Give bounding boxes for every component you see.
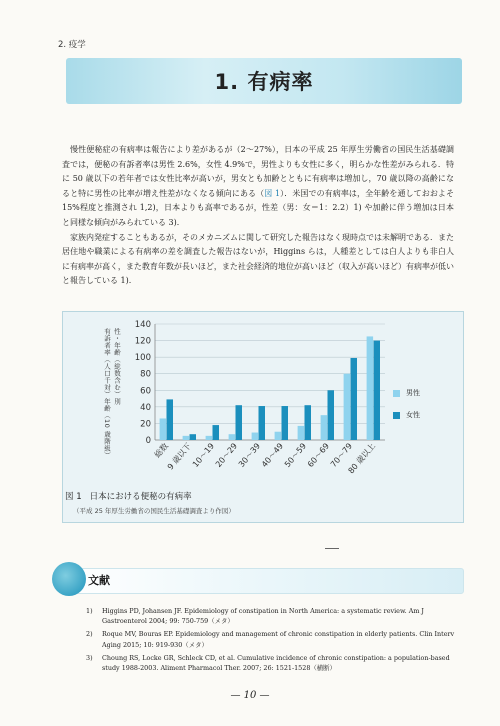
paragraph-1-part-a: 慢性便秘症の有病率は報告により差があるが（2～27%），日本の平成 25 年厚生労働省の国民生活基礎調査では，便秘の有訴者率は男性 2.6%，女性 4.9%で，男性よりも女性に多く，明らかな性差がみられる．特に 50 歳以下の若年者では女性比率が高いが，男女とも加齢とともに有病率は増加し，70 歳以降の高齢になると特に男性の比率が増え性差がなくなる傾向にある（: [62, 145, 454, 198]
bar-female: [351, 358, 358, 440]
y-tick-label: 0: [145, 436, 151, 446]
divider: [325, 548, 339, 549]
reference-item: 1) Higgins PD, Johansen JF. Epidemiology of constipation in North America: a systematic review. Am J Gastroenterol 2004; 99: 750-759（メタ）: [86, 607, 424, 626]
bar-male: [183, 436, 190, 440]
x-tick-label: 60～69: [305, 441, 332, 470]
page-number: — 10 —: [230, 690, 270, 701]
bar-male: [252, 433, 259, 440]
x-tick-label: 40～49: [259, 441, 286, 470]
y-tick-label: 40: [140, 402, 151, 413]
x-tick-label: 70～79: [328, 441, 355, 470]
bar-male: [367, 336, 374, 440]
x-tick-label: 80 歳以上: [346, 441, 378, 476]
figure-title: 日本における便秘の有病率: [89, 492, 192, 502]
y-tick-label: 140: [134, 320, 151, 330]
section-label: 2. 疫学: [58, 40, 86, 50]
bar-female: [282, 406, 289, 440]
references-banner: [66, 568, 464, 594]
references-title: 文献: [88, 574, 110, 587]
bar-male: [275, 432, 282, 440]
bar-male: [229, 434, 236, 440]
references-circle-icon: [52, 562, 86, 596]
y-tick-label: 100: [134, 353, 151, 364]
paragraph-2: 家族内発症することもあるが，そのメカニズムに関して研究した報告はなく現時点では未解明である．また居住地や職業による有病率の差を調査した報告はないが，Higgins らは，人種差としては白人よりも非白人に有病率が高く，また教育年数が長いほど，また社会経済的地位が高いほど（収入が高いほど）有病率が低いと報告している 1).: [62, 232, 454, 286]
bar-male: [298, 426, 305, 440]
legend-item-female: [393, 410, 420, 420]
x-tick-label: 20～29: [213, 441, 240, 470]
x-tick-label: 9 歳以下: [165, 441, 194, 472]
bar-female: [190, 434, 197, 440]
figure-number: 図 1: [65, 492, 82, 502]
y-tick-label: 20: [140, 419, 151, 430]
reference-item: 2) Roque MV, Bouras EP. Epidemiology and management of chronic constipation in elderly patients. Clin Interv Aging 2015; 10: 919-930（メタ）: [86, 630, 455, 649]
bar-female: [374, 341, 381, 440]
body-text: [62, 143, 454, 289]
paragraph-1-part-b: ）．米国での有病率は，全年齢を通しておおよそ 15%程度と推測され 1,2)，日本よりも高率であるが，性差（男：女＝1：2.2）1) や加齢に伴う増加は日本と同様な傾向がみられている 3)．: [62, 188, 455, 227]
reference-list: [86, 606, 464, 676]
bar-male: [344, 374, 351, 440]
bar-female: [328, 390, 335, 440]
page-title: 1. 有病率: [214, 70, 314, 94]
y-axis-label-1: 有訴者率（人口千対）年齢（10 歳階級）: [103, 328, 111, 459]
bar-male: [206, 436, 213, 440]
legend-label-male: 男性: [406, 389, 420, 397]
y-tick-label: 60: [140, 386, 151, 397]
bar-female: [259, 406, 266, 440]
figure-reference-link[interactable]: 図 1: [264, 188, 281, 198]
figure-caption: [65, 490, 192, 502]
paragraph-1: [62, 143, 454, 231]
x-tick-label: 50～59: [282, 441, 309, 470]
y-tick-label: 120: [134, 336, 151, 347]
figure-box: [62, 311, 464, 523]
bar-male: [321, 415, 328, 440]
reference-item: 3) Choung RS, Locke GR, Schleck CD, et al. Cumulative incidence of chronic constipation: a population-based study 1988-2003. Aliment Pharmacol Ther. 2007; 26: 1521-1528（横断）: [86, 653, 450, 673]
legend-swatch-female: [393, 412, 400, 419]
bar-male: [160, 418, 167, 440]
title-banner: [66, 58, 462, 104]
y-tick-label: 80: [140, 369, 151, 380]
bar-chart: [121, 318, 391, 490]
bar-female: [213, 425, 220, 440]
x-tick-label: 10～19: [190, 441, 217, 470]
chart-legend: [393, 388, 420, 432]
legend-swatch-male: [393, 390, 400, 397]
y-axis-label-2: 性・年齢（総数含む）別: [113, 328, 121, 405]
bar-female: [167, 399, 174, 440]
bar-female: [305, 405, 312, 440]
x-tick-label: 30～39: [236, 441, 263, 470]
figure-subcaption: （平成 25 年厚生労働省の国民生活基礎調査より作図）: [73, 507, 235, 515]
legend-label-female: 女性: [406, 411, 420, 419]
bar-female: [236, 405, 243, 440]
legend-item-male: [393, 388, 420, 398]
x-tick-label: 総数: [152, 441, 171, 460]
